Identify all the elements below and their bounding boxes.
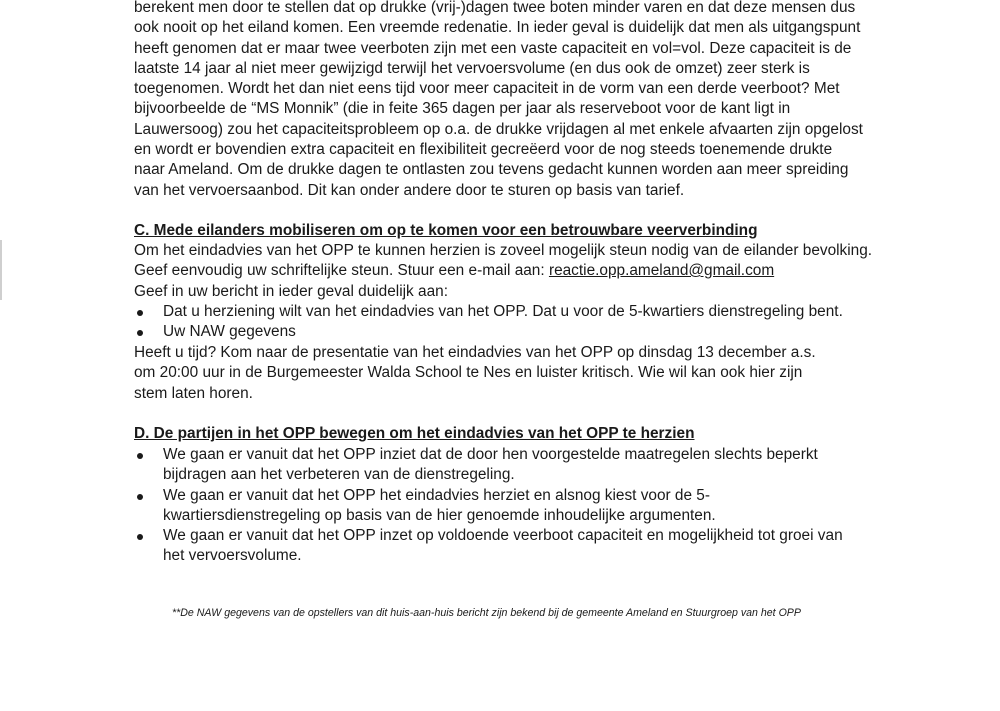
list-item: [134, 322, 854, 342]
bullet-icon: [137, 494, 143, 500]
section-d-bullet-list: [134, 445, 854, 567]
bullet-icon: [137, 330, 143, 336]
section-c-line2: [134, 261, 774, 281]
scan-edge-mark: [0, 240, 2, 300]
section-c-line2-text: Geef eenvoudig uw schriftelijke steun. Stuur een e-mail aan:: [134, 262, 549, 279]
bullet-icon: [137, 310, 143, 316]
section-c-line1: Om het eindadvies van het OPP te kunnen herzien is zoveel mogelijk steun nodig van de eilander bevolking.: [134, 242, 873, 259]
list-item: [134, 486, 854, 527]
list-item-text: Dat u herziening wilt van het eindadvies van het OPP. Dat u voor de 5-kwartiers dienstregeling bent.: [163, 303, 843, 320]
list-item: [134, 526, 854, 567]
list-item-text: We gaan er vanuit dat het OPP inziet dat de door hen voorgestelde maatregelen slechts beperkt bijdragen aan het verbeteren van de dienstregeling.: [163, 446, 818, 484]
section-d-heading: D. De partijen in het OPP bewegen om het eindadvies van het OPP te herzien: [134, 425, 695, 442]
section-c-bullet-list: [134, 302, 854, 343]
section-c-line3: Geef in uw bericht in ieder geval duidelijk aan:: [134, 283, 448, 300]
footnote: **De NAW gegevens van de opstellers van dit huis-aan-huis bericht zijn bekend bij de gemeente Ameland en Stuurgroep van het OPP: [172, 607, 801, 619]
list-item-text: We gaan er vanuit dat het OPP inzet op voldoende veerboot capaciteit en mogelijkheid tot groei van het vervoersvolume.: [163, 527, 843, 565]
bullet-icon: [137, 534, 143, 540]
list-item-text: We gaan er vanuit dat het OPP het eindadvies herziet en alsnog kiest voor de 5-kwartiersdienstregeling op basis van de hier genoemde inhoudelijke argumenten.: [163, 486, 716, 524]
email-link[interactable]: reactie.opp.ameland@gmail.com: [548, 262, 775, 279]
bullet-icon: [137, 453, 143, 459]
list-item-text: Uw NAW gegevens: [163, 323, 296, 341]
list-item: [134, 302, 854, 322]
section-c-closing: Heeft u tijd? Kom naar de presentatie van het eindadvies van het OPP op dinsdag 13 december a.s. om 20:00 uur in de Burgemeester Walda School te Nes en luister kritisch. Wie wil kan ook hier zijn stem laten horen.: [134, 344, 816, 402]
section-c-heading: C. Mede eilanders mobiliseren om op te komen voor een betrouwbare veerverbinding: [134, 222, 758, 239]
intro-paragraph: berekent men door te stellen dat op drukke (vrij-)dagen twee boten minder varen en dat deze mensen dus ook nooit op het eiland komen. Een vreemde redenatie. In ieder geval is duidelijk dat men als uitgangspunt heeft genomen dat er maar twee veerboten zijn met een vaste capaciteit en vol=vol. Deze capaciteit is de laatste 14 jaar al niet meer gewijzigd terwijl het vervoersvolume (en dus ook de omzet) zeer sterk is toegenomen. Wordt het dan niet eens tijd voor meer capaciteit in de vorm van een derde veerboot? Met bijvoorbeelde de “MS Monnik” (die in feite 365 dagen per jaar als reserveboot voor de kant ligt in Lauwersoog) zou het capaciteitsprobleem op o.a. de drukke vrijdagen al met enkele afvaarten zijn opgelost en wordt er bovendien extra capaciteit en flexibiliteit gecreëerd voor de nog steeds toenemende drukte naar Ameland. Om de drukke dagen te ontlasten zou tevens gedacht kunnen worden aan meer spreiding van het vervoersaanbod. Dit kan onder andere door te sturen op basis van tarief.: [134, 0, 863, 199]
list-item: [134, 445, 854, 486]
